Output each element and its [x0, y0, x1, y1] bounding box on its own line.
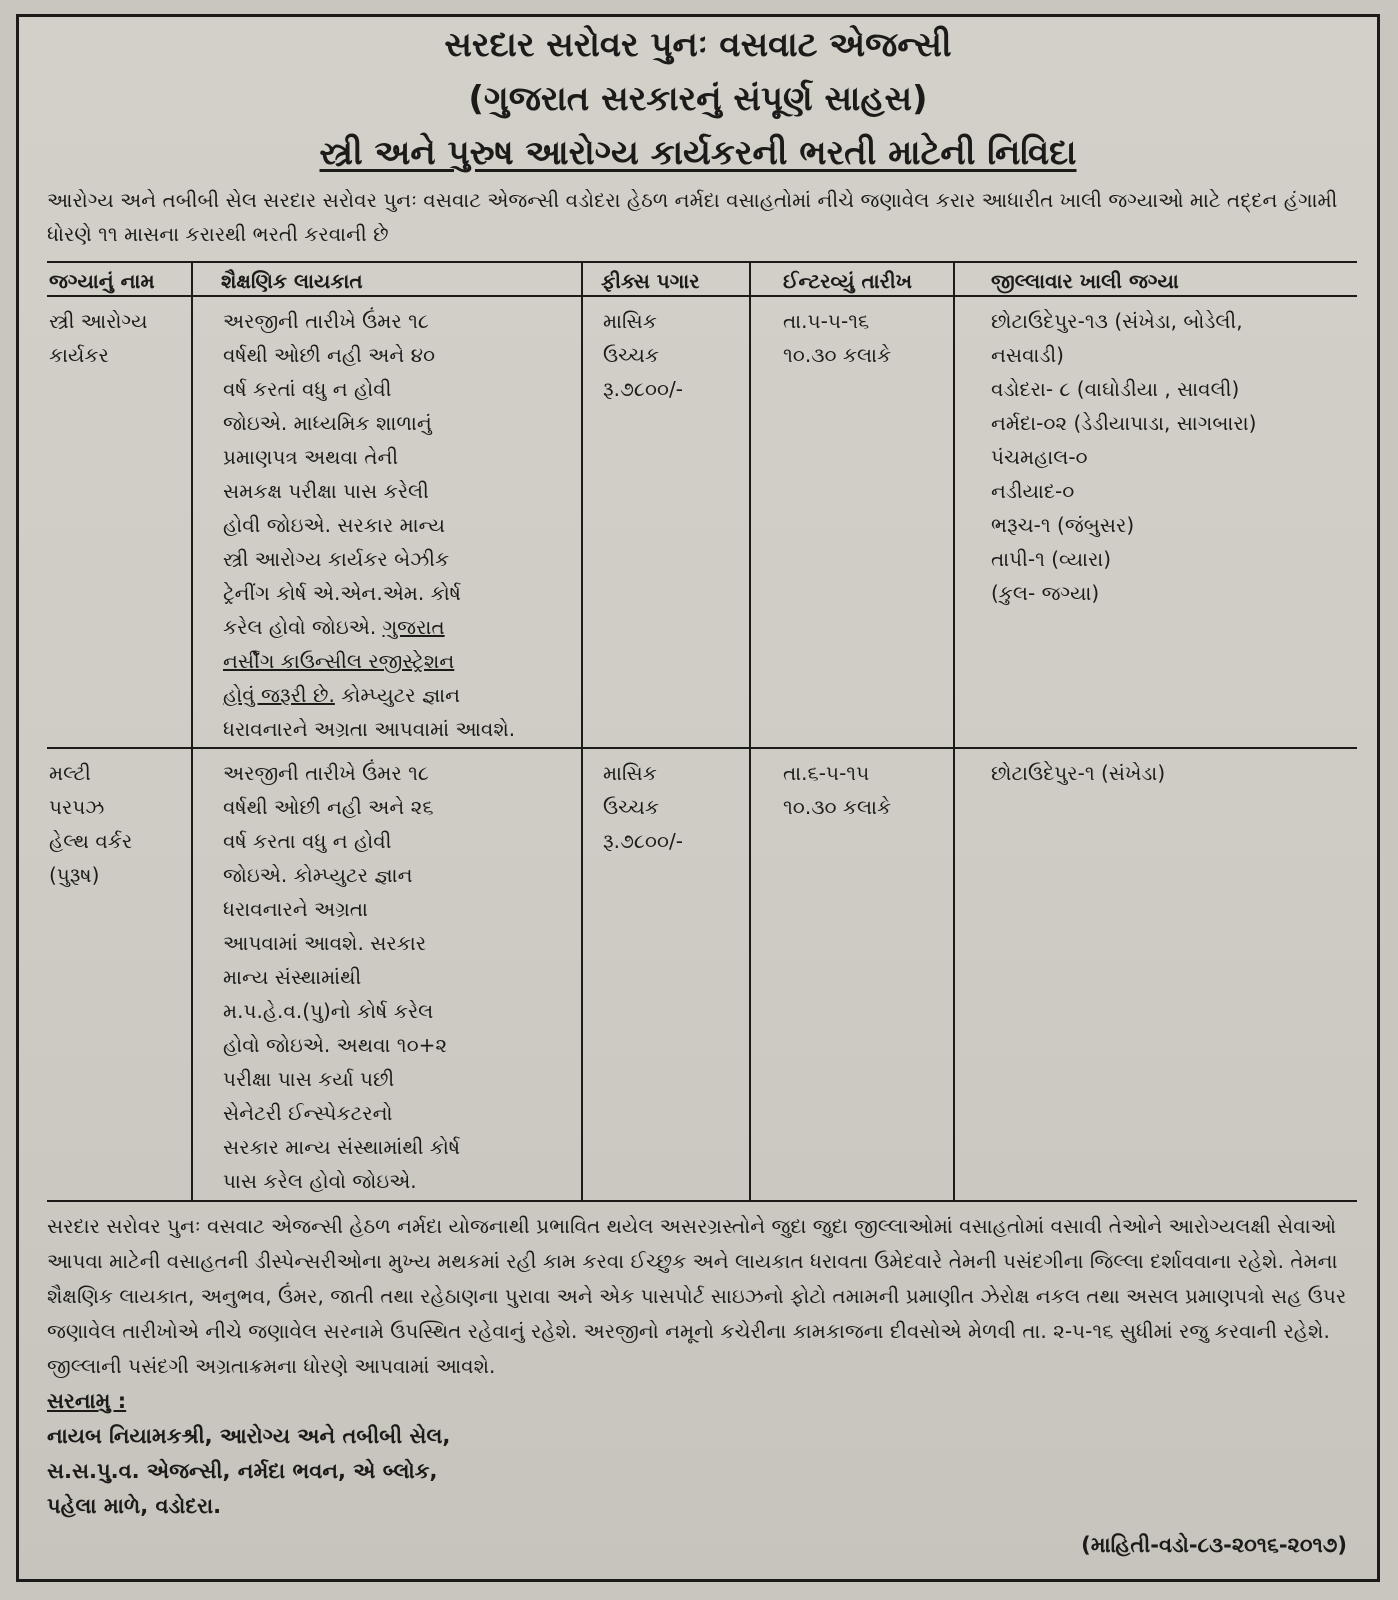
- header-qualification: શૈક્ષણિક લાયકાત: [221, 269, 363, 293]
- row1-interview: [783, 304, 891, 372]
- vacancy-line: તાપી-૧ (વ્યારા): [991, 547, 1112, 571]
- vacancy-line: પંચમહાલ-૦: [991, 445, 1088, 469]
- salary-line: માસિક: [603, 309, 657, 333]
- row2-vacancies: [991, 756, 1165, 790]
- address-line: નાયબ નિયામકશ્રી, આરોગ્ય અને તબીબી સેલ,: [47, 1424, 451, 1448]
- row1-post: [49, 304, 148, 372]
- row1-vacancies: [991, 304, 1256, 610]
- qualification-line: [223, 610, 515, 644]
- address-line: સ.સ.પુ.વ. એજન્સી, નર્મદા ભવન, એ બ્લોક,: [47, 1459, 438, 1483]
- row1-qualification: [223, 304, 515, 746]
- vacancy-line: વડોદરા- ૮ (વાઘોડીયા , સાવલી): [991, 377, 1240, 401]
- salary-line: રૂ.૭૮૦૦/-: [603, 377, 683, 401]
- qualification-line: પાસ કરેલ હોવો જોઇએ.: [223, 1169, 417, 1193]
- row2-interview: [783, 756, 891, 824]
- qualification-line: ધરાવનારને અગ્રતા: [223, 897, 368, 921]
- address-label: સરનામુ :: [47, 1389, 127, 1413]
- interview-line: તા.૫-૫-૧૬: [783, 309, 870, 333]
- qualification-line: વર્ષ કરતા વધુ ન હોવી: [223, 829, 392, 853]
- qualification-line: મ.પ.હે.વ.(પુ)નો કોર્ષ કરેલ: [223, 999, 434, 1023]
- registration-requirement: નર્સીંગ કાઉન્સીલ રજીસ્ટ્રેશન: [223, 649, 455, 673]
- qualification-line: અરજીની તારીખે ઉંમર ૧૮: [223, 761, 429, 785]
- post-line: સ્ત્રી આરોગ્ય: [49, 309, 148, 333]
- header-interview-date: ઈન્ટરવ્યું તારીખ: [783, 269, 913, 293]
- qualification-line: વર્ષ કરતાં વધુ ન હોવી: [223, 377, 392, 401]
- qualification-text: કોમ્પ્યુટર જ્ઞાન: [341, 683, 461, 707]
- post-line: મલ્ટી: [49, 761, 91, 785]
- qualification-line: પરીક્ષા પાસ કર્યા પછી: [223, 1067, 395, 1091]
- row1-salary: [603, 304, 683, 406]
- column-divider: [581, 261, 583, 1201]
- qualification-line: સ્ત્રી આરોગ્ય કાર્યકર બેઝીક: [223, 547, 450, 571]
- salary-line: રૂ.૭૮૦૦/-: [603, 829, 683, 853]
- header-post-name: જગ્યાનું નામ: [49, 269, 155, 293]
- tender-notice: [16, 14, 1380, 1582]
- qualification-line: સેનેટરી ઈન્સ્પેકટરનો: [223, 1101, 393, 1125]
- post-line: હેલ્થ વર્કર: [49, 829, 133, 853]
- vacancy-line: છોટાઉદેપુર-૧૩ (સંખેડા, બોડેલી,: [991, 309, 1243, 333]
- interview-line: ૧૦.૩૦ કલાકે: [783, 795, 892, 819]
- notice-heading: સ્ત્રી અને પુરુષ આરોગ્ય કાર્યકરની ભરતી માટેની નિવિદા: [319, 133, 1077, 173]
- table-bottom-rule: [47, 1200, 1357, 1202]
- qualification-line: સમકક્ષ પરીક્ષા પાસ કરેલી: [223, 479, 429, 503]
- registration-requirement: હોવું જરૂરી છે.: [223, 683, 335, 707]
- post-line: (પુરૂષ): [49, 863, 100, 887]
- column-divider: [191, 261, 193, 1201]
- registration-requirement: ગુજરાત: [382, 615, 445, 639]
- interview-line: તા.૬-૫-૧૫: [783, 761, 870, 785]
- table-row-divider: [47, 747, 1357, 749]
- qualification-line: અરજીની તારીખે ઉંમર ૧૮: [223, 309, 429, 333]
- vacancy-line: નડીયાદ-૦: [991, 479, 1075, 503]
- salary-line: ઉચ્ચક: [603, 795, 659, 819]
- vacancy-line: નર્મદા-૦૨ (ડેડીયાપાડા, સાગબારા): [991, 411, 1257, 435]
- agency-title: સરદાર સરોવર પુનઃ વસવાટ એજન્સી: [444, 25, 952, 65]
- qualification-line: સરકાર માન્ય સંસ્થામાંથી કોર્ષ: [223, 1135, 461, 1159]
- qualification-text: કરેલ હોવો જોઇએ.: [223, 615, 377, 639]
- qualification-line: હોવી જોઇએ. સરકાર માન્ય: [223, 513, 446, 537]
- vacancy-line: (કુલ- જગ્યા): [991, 581, 1100, 605]
- intro-paragraph: આરોગ્ય અને તબીબી સેલ સરદાર સરોવર પુનઃ વસવાટ એજન્સી વડોદરા હેઠળ નર્મદા વસાહતોમાં નીચે જણાવેલ કરાર આધારીત ખાલી જગ્યાઓ માટે તદ્દન હંગામી ધોરણે ૧૧ માસના કરારથી ભરતી કરવાની છે: [47, 188, 1338, 246]
- qualification-line: માન્ય સંસ્થામાંથી: [223, 965, 362, 989]
- post-line: પરપઝ: [49, 795, 105, 819]
- qualification-line: આપવામાં આવશે. સરકાર: [223, 931, 427, 955]
- qualification-line: વર્ષથી ઓછી નહી અને ૪૦: [223, 343, 436, 367]
- vacancy-line: નસવાડી): [991, 343, 1064, 367]
- qualification-line: પ્રમાણપત્ર અથવા તેની: [223, 445, 399, 469]
- qualification-line: ટ્રેનીંગ કોર્ષ એ.એન.એમ. કોર્ષ: [223, 581, 461, 605]
- vacancy-line: ભરૂચ-૧ (જંબુસર): [991, 513, 1135, 537]
- salary-line: માસિક: [603, 761, 657, 785]
- qualification-line: વર્ષથી ઓછી નહી અને ૨૬: [223, 795, 434, 819]
- row2-qualification: [223, 756, 460, 1198]
- instructions-paragraph: સરદાર સરોવર પુનઃ વસવાટ એજન્સી હેઠળ નર્મદા યોજનાથી પ્રભાવિત થયેલ અસરગ્રસ્તોને જુદા જુદા જીલ્લાઓમાં વસાહતોમાં વસાવી તેઓને આરોગ્યલક્ષી સેવાઓ આપવા માટેની વસાહતની ડીસ્પેન્સરીઓના મુખ્ય મથકમાં રહી કામ કરવા ઈચ્છુક અને લાયકાત ધરાવતા ઉમેદવારે તેમની પસંદગીના જિલ્લા દર્શાવવાના રહેશે. તેમના શૈક્ષણિક લાયકાત, અનુભવ, ઉંમર, જાતી તથા રહેઠાણના પુરાવા અને એક પાસપોર્ટ સાઇઝનો ફોટો તમામની પ્રમાણીત ઝેરોક્ષ નકલ તથા અસલ પ્રમાણપત્રો સહ ઉપર જણાવેલ તારીખોએ નીચે જણાવેલ સરનામે ઉપસ્થિત રહેવાનું રહેશે. અરજીનો નમૂનો કચેરીના કામકાજના દીવસોએ મેળવી તા. ૨-૫-૧૬ સુધીમાં રજુ કરવાની રહેશે. જીલ્લાની પસંદગી અગ્રતાક્રમના ધોરણે આપવામાં આવશે.: [47, 1214, 1347, 1378]
- header-salary: ફીક્સ પગાર: [601, 269, 700, 293]
- qualification-line: જોઇએ. કોમ્પ્યુટર જ્ઞાન: [223, 863, 413, 887]
- column-divider: [953, 261, 955, 1201]
- post-line: કાર્યકર: [49, 343, 109, 367]
- row2-post: [49, 756, 132, 892]
- header-vacancies: જીલ્લાવાર ખાલી જગ્યા: [991, 269, 1179, 293]
- column-divider: [749, 261, 751, 1201]
- table-top-rule: [47, 261, 1357, 263]
- vacancy-line: છોટાઉદેપુર-૧ (સંખેડા): [991, 761, 1166, 785]
- reference-number: (માહિતી-વડો-૮૩-૨૦૧૬-૨૦૧૭): [1081, 1533, 1347, 1557]
- qualification-line: જોઇએ. માધ્યમિક શાળાનું: [223, 411, 432, 435]
- address-line: પહેલા માળે, વડોદરા.: [47, 1494, 222, 1518]
- interview-line: ૧૦.૩૦ કલાકે: [783, 343, 892, 367]
- qualification-line: હોવો જોઇએ. અથવા ૧૦+૨: [223, 1033, 448, 1057]
- qualification-line: [223, 678, 515, 712]
- address-block: [47, 1384, 450, 1524]
- qualification-line: ધરાવનારને અગ્રતા આપવામાં આવશે.: [223, 717, 516, 741]
- row2-salary: [603, 756, 683, 858]
- agency-subtitle: (ગુજરાત સરકારનું સંપૂર્ણ સાહસ): [468, 79, 928, 119]
- salary-line: ઉચ્ચક: [603, 343, 659, 367]
